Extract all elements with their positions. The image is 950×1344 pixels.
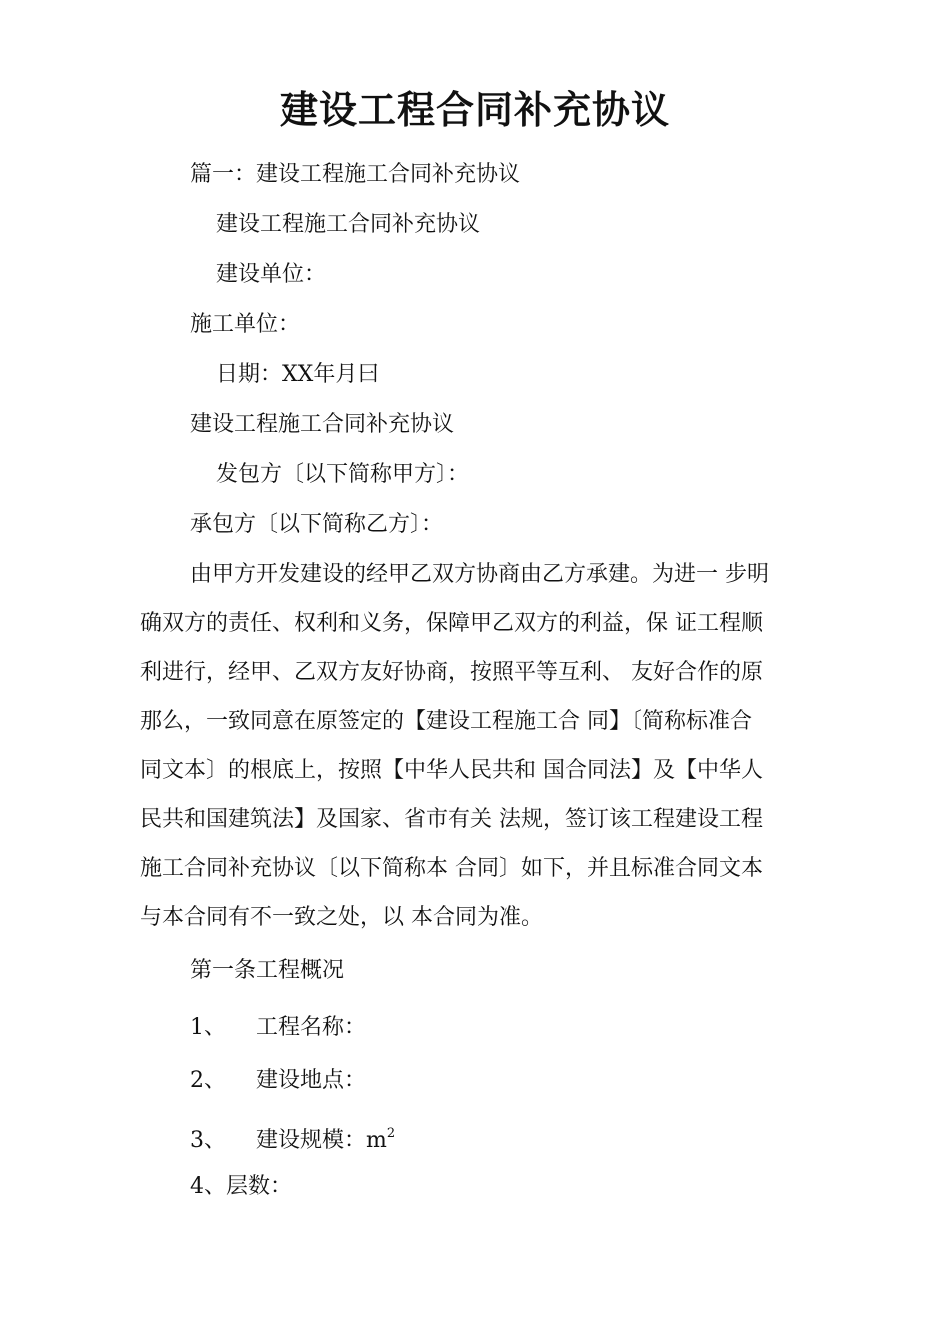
chapter-heading: 篇一：建设工程施工合同补充协议: [190, 162, 521, 187]
paragraph-line: 由甲方开发建设的经甲乙双方协商由乙方承建。为进一 步明: [190, 562, 769, 587]
paragraph-line: 那么，一致同意在原签定的【建设工程施工合 同】〔简称标准合: [140, 709, 752, 734]
list-item: 4、层数：: [190, 1174, 292, 1199]
date-line: 日期：XX年月曰: [216, 362, 380, 387]
list-item: [190, 1119, 395, 1156]
paragraph-line: 施工合同补充协议〔以下简称本 合同〕如下，并且标准合同文本: [140, 856, 763, 881]
list-item-number: 1、: [190, 1015, 226, 1040]
paragraph-line: 民共和国建筑法】及国家、省市有关 法规，签订该工程建设工程: [140, 807, 763, 832]
list-item-number: 2、: [190, 1068, 226, 1093]
document-title: 建设工程合同补充协议: [279, 87, 670, 132]
paragraph-line: 同文本〕的根底上，按照【中华人民共和 国合同法】及【中华人: [140, 758, 763, 783]
party-b-line: 承包方〔以下简称乙方〕：: [190, 512, 444, 537]
paragraph-line: 与本合同有不一致之处，以 本合同为准。: [140, 905, 543, 930]
superscript-exponent: 2: [386, 1126, 396, 1141]
list-item-text: 建设地点：: [256, 1068, 367, 1093]
subtitle-line: 建设工程施工合同补充协议: [216, 212, 481, 237]
list-item-text: 工程名称：: [256, 1015, 367, 1040]
list-item-number: 3、: [190, 1128, 226, 1153]
paragraph-line: 确双方的责任、权利和义务，保障甲乙双方的利益，保 证工程顺: [140, 611, 763, 636]
construction-unit-line: 建设单位：: [216, 262, 327, 287]
party-a-line: 发包方〔以下简称甲方〕：: [216, 462, 470, 487]
list-item-text: 建设规模：m: [256, 1128, 387, 1153]
list-item: [190, 1066, 366, 1096]
paragraph-line: 利进行，经甲、乙双方友好协商，按照平等互利、 友好合作的原: [140, 660, 763, 685]
builder-unit-line: 施工单位：: [190, 312, 301, 337]
agreement-heading: 建设工程施工合同补充协议: [190, 412, 455, 437]
list-item: [190, 1013, 366, 1043]
section-heading: 第一条工程概况: [190, 958, 345, 983]
